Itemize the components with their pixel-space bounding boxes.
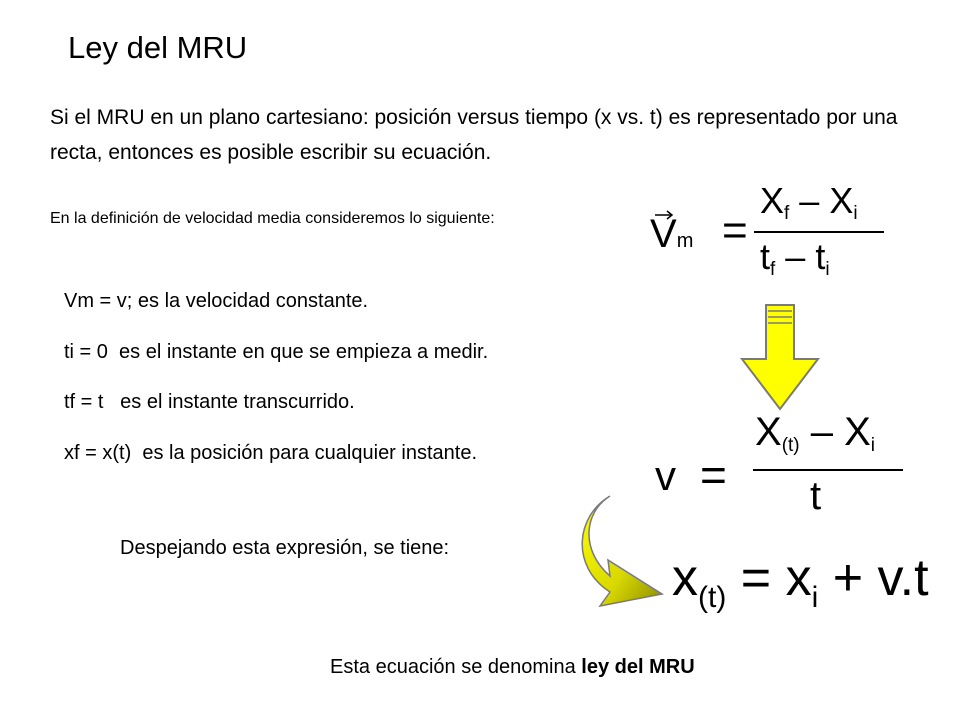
down-arrow-icon (738, 303, 822, 413)
item-lhs: xf = x(t) (64, 442, 132, 464)
conclusion-text: Esta ecuación se denomina ley del MRU (330, 656, 695, 678)
fraction-bar (753, 469, 903, 471)
eq2-denominator: t (810, 474, 822, 518)
slide-title: Ley del MRU (68, 30, 248, 65)
eq1-denominator: tf – ti (760, 236, 830, 280)
despejando-text: Despejando esta expresión, se tiene: (120, 537, 450, 559)
intro-paragraph: Si el MRU en un plano cartesiano: posición versus tiempo (x vs. t) es representado por una recta, entonces es posible escribir su ecuación. (50, 106, 898, 164)
equals-sign: = (700, 449, 727, 501)
velocity-equation (645, 410, 905, 520)
item-lhs: ti = 0 (64, 341, 108, 363)
item-rhs: es el instante transcurrido. (120, 391, 355, 413)
item-lhs: tf = t (64, 391, 104, 413)
list-item (64, 391, 355, 414)
item-rhs: es la posición para cualquier instante. (142, 442, 478, 464)
item-rhs: es el instante en que se empieza a medir. (119, 341, 489, 363)
item-rhs: es la velocidad constante. (137, 290, 369, 312)
eq2-lhs: v (655, 452, 676, 499)
average-velocity-equation (650, 180, 890, 290)
list-item (64, 341, 488, 364)
eq1-numerator: Xf – Xi (760, 180, 858, 224)
list-item (64, 442, 477, 465)
fraction-bar (754, 231, 884, 233)
item-lhs: Vm = v; (64, 290, 133, 312)
curved-arrow-icon (570, 490, 680, 620)
mru-law-equation: $x_{(t)} = x_i + v.t$ (672, 549, 929, 614)
definition-paragraph: En la definición de velocidad media consideremos lo siguiente: (50, 210, 495, 227)
equals-sign: = (722, 206, 748, 255)
eq1-lhs: Vm (650, 212, 694, 256)
eq2-numerator: X(t) – Xi (755, 410, 876, 456)
list-item (64, 290, 368, 313)
law-name: ley del MRU (581, 656, 695, 678)
